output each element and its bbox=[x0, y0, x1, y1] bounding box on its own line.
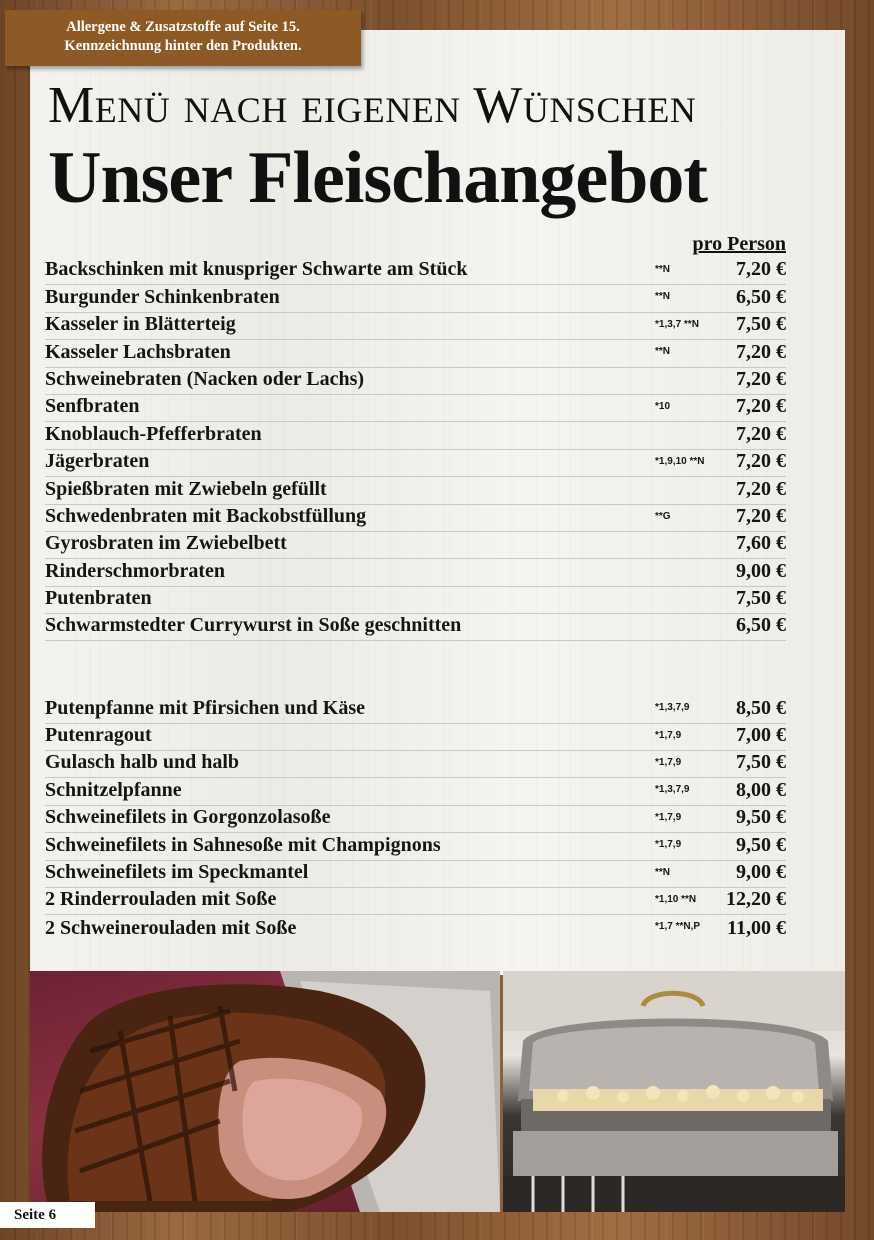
menu-item bbox=[45, 395, 786, 422]
chafing-dish-illustration bbox=[503, 971, 845, 1212]
menu-item-price: 7,20 € bbox=[736, 422, 786, 445]
menu-item-name: 2 Schweinerouladen mit Soße bbox=[45, 916, 297, 939]
menu-item bbox=[45, 258, 786, 285]
page-number-label: Seite 6 bbox=[0, 1202, 95, 1228]
roast-pork-photo bbox=[30, 971, 500, 1212]
menu-item-allergen-code: *1,7,9 bbox=[655, 757, 682, 769]
menu-item-name: Kasseler Lachsbraten bbox=[45, 340, 231, 363]
menu-item-name: Senfbraten bbox=[45, 395, 140, 418]
menu-item-allergen-code: *1,7,9 bbox=[655, 839, 682, 851]
price-column-header: pro Person bbox=[692, 233, 786, 255]
menu-item-name: Gulasch halb und halb bbox=[45, 751, 239, 774]
menu-item bbox=[45, 724, 786, 751]
menu-item bbox=[45, 368, 786, 395]
menu-item-allergen-code: *1,7 **N,P bbox=[655, 921, 701, 933]
menu-item bbox=[45, 422, 786, 449]
menu-item-price: 12,20 € bbox=[726, 888, 786, 911]
menu-item bbox=[45, 532, 786, 559]
menu-item bbox=[45, 559, 786, 586]
menu-item-name: Schnitzelpfanne bbox=[45, 778, 182, 801]
menu-item bbox=[45, 751, 786, 778]
menu-item-price: 7,20 € bbox=[736, 450, 786, 473]
menu-item bbox=[45, 340, 786, 367]
menu-item-name: Schweinefilets in Sahnesoße mit Champignons bbox=[45, 833, 441, 856]
menu-item-name: Backschinken mit knuspriger Schwarte am Stück bbox=[45, 258, 468, 281]
roast-pork-illustration bbox=[30, 971, 500, 1212]
menu-item-name: Rinderschmorbraten bbox=[45, 559, 225, 582]
menu-item-allergen-code: **N bbox=[655, 291, 671, 303]
menu-item-price: 9,00 € bbox=[736, 559, 786, 582]
menu-item-allergen-code: **N bbox=[655, 346, 671, 358]
menu-item-name: Schwarmstedter Currywurst in Soße geschnitten bbox=[45, 614, 462, 637]
chafing-dish-photo bbox=[503, 971, 845, 1212]
menu-item bbox=[45, 587, 786, 614]
menu-item-name: 2 Rinderrouladen mit Soße bbox=[45, 888, 277, 911]
menu-item-allergen-code: *1,7,9 bbox=[655, 729, 682, 741]
menu-item bbox=[45, 450, 786, 477]
menu-item bbox=[45, 806, 786, 833]
menu-item-price: 11,00 € bbox=[727, 916, 786, 939]
menu-item-allergen-code: *1,3,7,9 bbox=[655, 702, 690, 714]
menu-item-price: 7,50 € bbox=[736, 313, 786, 336]
menu-item-name: Putenragout bbox=[45, 724, 152, 747]
menu-item-price: 7,20 € bbox=[736, 504, 786, 527]
menu-item-allergen-code: *10 bbox=[655, 400, 671, 412]
allergen-note-line1: Allergene & Zusatzstoffe auf Seite 15. bbox=[66, 19, 300, 35]
menu-item-name: Schweinefilets im Speckmantel bbox=[45, 861, 309, 883]
menu-item-name: Knoblauch-Pfefferbraten bbox=[45, 422, 262, 445]
menu-item-allergen-code: *1,10 **N bbox=[655, 894, 697, 905]
menu-item bbox=[45, 477, 786, 504]
menu-item bbox=[45, 696, 786, 723]
page-title: Unser Fleischangebot bbox=[48, 137, 708, 219]
menu-item bbox=[45, 861, 786, 888]
menu-item-allergen-code: **N bbox=[655, 866, 671, 878]
menu-item-price: 9,50 € bbox=[736, 806, 786, 829]
menu-item-price: 7,20 € bbox=[736, 367, 786, 390]
menu-item-price: 7,20 € bbox=[736, 395, 786, 418]
menu-item-name: Putenbraten bbox=[45, 587, 152, 610]
menu-item-allergen-code: *1,7,9 bbox=[655, 811, 682, 823]
menu-item bbox=[45, 285, 786, 312]
menu-item-name: Kasseler in Blätterteig bbox=[45, 313, 236, 336]
menu-item-price: 7,20 € bbox=[736, 258, 786, 281]
menu-item bbox=[45, 833, 786, 860]
allergen-note-banner bbox=[5, 10, 361, 66]
menu-item-price: 7,20 € bbox=[736, 477, 786, 500]
menu-item-name: Jägerbraten bbox=[45, 450, 150, 473]
menu-item-price: 7,50 € bbox=[736, 587, 786, 610]
menu-item-name: Putenpfanne mit Pfirsichen und Käse bbox=[45, 696, 366, 719]
menu-item bbox=[45, 505, 786, 532]
menu-item-price: 9,50 € bbox=[736, 833, 786, 856]
menu-item-allergen-code: *1,9,10 **N bbox=[655, 455, 705, 467]
menu-item-price: 7,50 € bbox=[736, 751, 786, 774]
menu-item-price: 8,50 € bbox=[736, 696, 786, 719]
menu-list bbox=[45, 258, 786, 943]
menu-item-price: 8,00 € bbox=[736, 778, 786, 801]
menu-item-name: Gyrosbraten im Zwiebelbett bbox=[45, 532, 287, 555]
allergen-note-line2: Kennzeichnung hinter den Produkten. bbox=[64, 38, 302, 54]
menu-item-allergen-code: **N bbox=[655, 264, 671, 275]
menu-item-name: Burgunder Schinkenbraten bbox=[45, 285, 280, 308]
menu-item-name: Spießbraten mit Zwiebeln gefüllt bbox=[45, 477, 327, 500]
menu-item-price: 7,00 € bbox=[736, 724, 786, 747]
menu-item-price: 9,00 € bbox=[736, 861, 786, 883]
menu-item-price: 7,60 € bbox=[736, 532, 786, 555]
menu-item bbox=[45, 778, 786, 805]
menu-item bbox=[45, 614, 786, 641]
menu-item-allergen-code: **G bbox=[655, 510, 671, 522]
menu-item-price: 6,50 € bbox=[736, 285, 786, 308]
menu-section-spacer bbox=[45, 641, 786, 696]
menu-item-price: 7,20 € bbox=[736, 340, 786, 363]
menu-item-name: Schweinebraten (Nacken oder Lachs) bbox=[45, 367, 365, 390]
menu-item-allergen-code: *1,3,7 **N bbox=[655, 318, 699, 330]
page-subtitle: Menü nach eigenen Wünschen bbox=[48, 77, 697, 134]
menu-item bbox=[45, 915, 786, 942]
menu-item bbox=[45, 888, 786, 915]
menu-item bbox=[45, 313, 786, 340]
menu-item-name: Schwedenbraten mit Backobstfüllung bbox=[45, 504, 367, 527]
menu-item-allergen-code: *1,3,7,9 bbox=[655, 784, 690, 796]
menu-item-price: 6,50 € bbox=[736, 614, 786, 637]
menu-item-name: Schweinefilets in Gorgonzolasoße bbox=[45, 806, 331, 829]
